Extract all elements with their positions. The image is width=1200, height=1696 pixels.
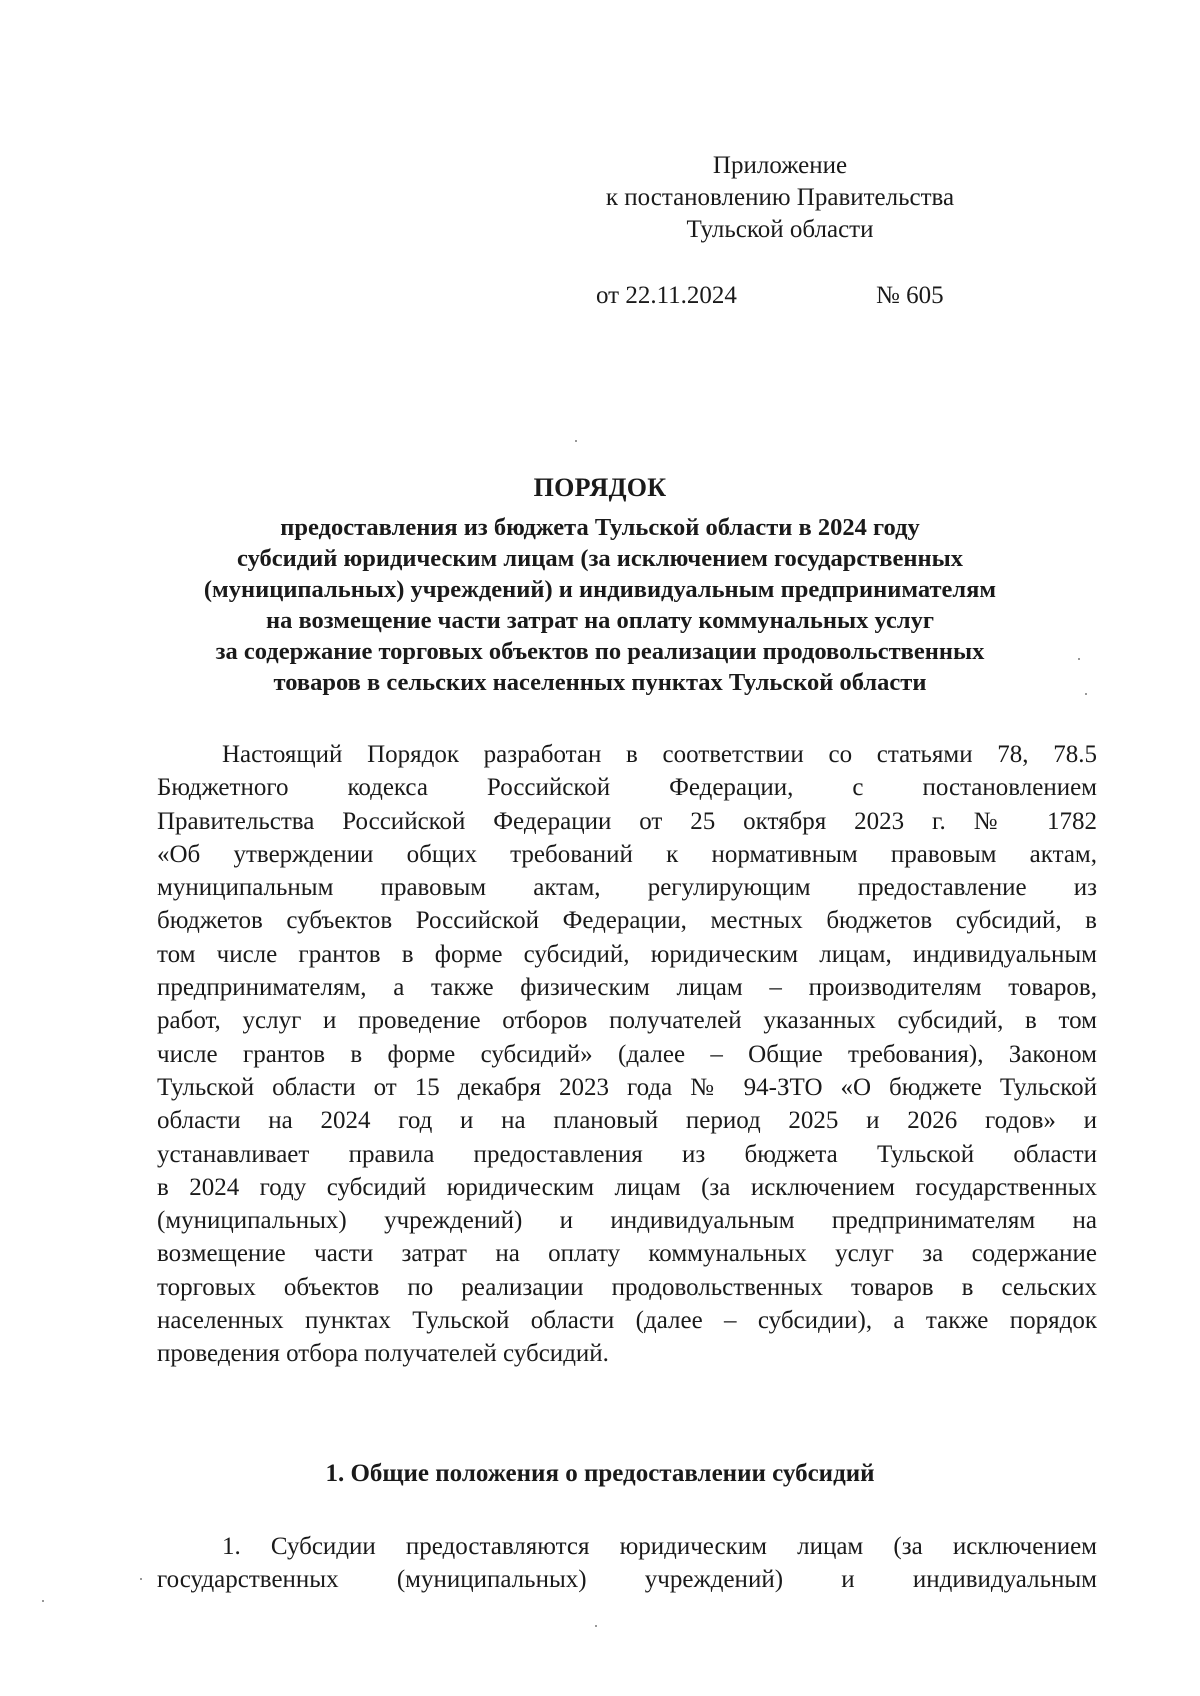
scan-speck [140,1578,142,1580]
section-heading: 1. Общие положения о предоставлении субсидий [325,1460,875,1487]
subtitle-line: субсидий юридическим лицам (за исключением государственных [237,545,963,572]
scan-speck [575,440,577,442]
appendix-header [560,150,1000,246]
document-date: от 22.11.2024 [596,282,737,309]
intro-line: бюджетов субъектов Российской Федерации, местных бюджетов субсидий, в [157,907,1097,935]
intro-line: предпринимателям, а также физическим лицам – производителям товаров, [157,974,1097,1002]
scan-speck [42,1600,44,1602]
intro-line: Тульской области от 15 декабря 2023 года № 94-ЗТО «О бюджете Тульской [157,1073,1097,1101]
document-title: ПОРЯДОК [533,473,667,502]
subtitle-line: (муниципальных) учреждений) и индивидуальным предпринимателям [203,576,997,603]
intro-line: устанавливает правила предоставления из бюджета Тульской области [157,1140,1097,1168]
clause-line: государственных (муниципальных) учреждений) и индивидуальным [157,1566,1097,1594]
intro-line: проведения отбора получателей субсидий. [157,1340,609,1368]
intro-line: числе грантов в форме субсидий» (далее – Общие требования), Законом [157,1040,1097,1068]
intro-line: работ, услуг и проведение отборов получателей указанных субсидий, в том [157,1007,1097,1035]
intro-line: в 2024 году субсидий юридическим лицам (за исключением государственных [157,1173,1097,1201]
intro-paragraph [157,738,1097,1371]
document-subtitle [150,512,1050,698]
subtitle-line: на возмещение части затрат на оплату коммунальных услуг [266,607,934,634]
appendix-region: Тульской области [686,216,874,243]
appendix-resolution-ref: к постановлению Правительства [605,184,955,211]
intro-line: муниципальным правовым актам, регулирующим предоставление из [157,874,1097,902]
intro-line: Настоящий Порядок разработан в соответствии со статьями 78, 78.5 [222,741,1097,768]
subtitle-line: предоставления из бюджета Тульской области в 2024 году [280,514,920,541]
intro-line: области на 2024 год и на плановый период 2025 и 2026 годов» и [157,1107,1097,1135]
scan-speck [1085,693,1087,695]
intro-line: том числе грантов в форме субсидий, юридическим лицам, индивидуальным [157,940,1097,968]
intro-line: населенных пунктах Тульской области (далее – субсидии), а также порядок [157,1307,1097,1335]
document-number: № 605 [876,282,944,309]
clause-line: 1. Субсидии предоставляются юридическим лицам (за исключением [222,1533,1097,1560]
scan-speck [595,1625,597,1627]
intro-line: возмещение части затрат на оплату коммунальных услуг за содержание [157,1240,1097,1268]
intro-line: Бюджетного кодекса Российской Федерации, с постановлением [157,774,1097,802]
subtitle-line: товаров в сельских населенных пунктах Тульской области [273,669,927,696]
intro-line: торговых объектов по реализации продовольственных товаров в сельских [157,1273,1097,1301]
intro-line: (муниципальных) учреждений) и индивидуальным предпринимателям на [157,1207,1097,1235]
intro-line: «Об утверждении общих требований к нормативным правовым актам, [157,840,1097,868]
intro-line: Правительства Российской Федерации от 25 октября 2023 г. № 1782 [157,807,1097,835]
clause-1-paragraph [157,1530,1097,1597]
subtitle-line: за содержание торговых объектов по реализации продовольственных [215,638,985,665]
appendix-label: Приложение [712,152,848,179]
scan-speck [1078,658,1080,660]
